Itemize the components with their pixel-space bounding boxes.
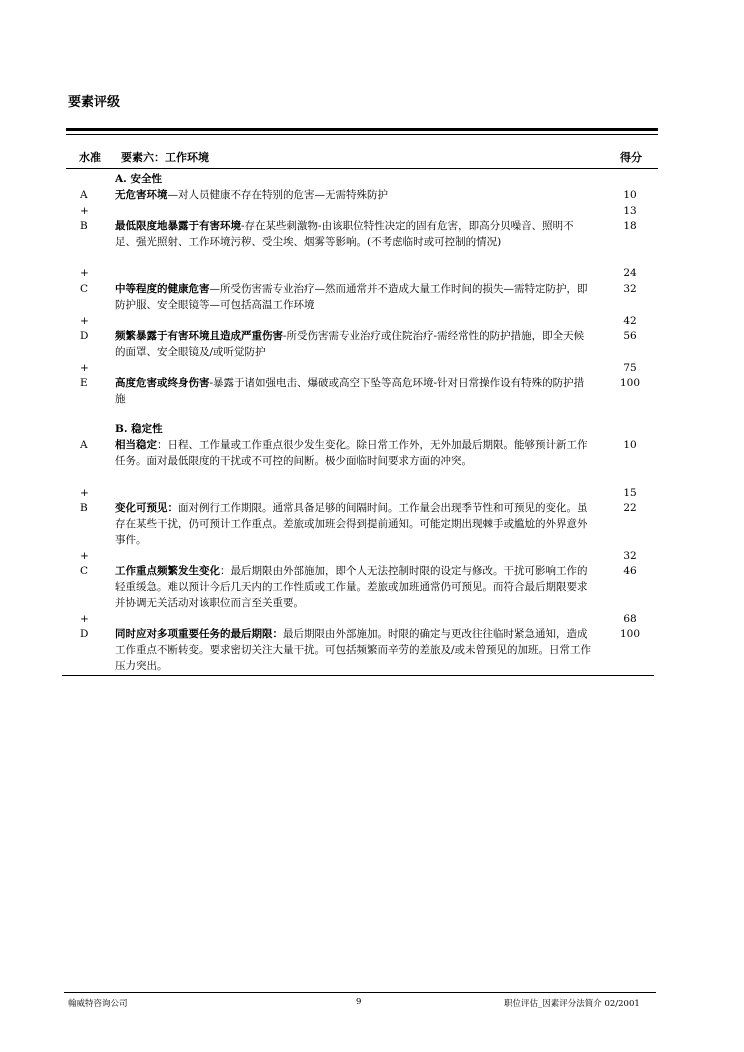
row-text: -暴露于诸如强电击、爆破或高空下坠等高危环境-针对日常操作设有特殊的防护措施 — [115, 377, 585, 405]
footer-company: 翰威特咨询公司 — [68, 999, 128, 1009]
row-text: —所受伤害需专业治疗—然而通常并不造成大量工作时间的损失—需特定防护，即防护服、安全眼镜等—可包括高温工作环境 — [115, 283, 588, 311]
row-term: 最低限度地暴露于有害环境 — [115, 220, 241, 232]
score-value: 13 — [623, 205, 637, 217]
row-description — [115, 375, 593, 407]
level-label: E — [80, 377, 88, 389]
level-label: + — [80, 315, 89, 327]
row-text: -存在某些刺激物-由该职位特性决定的固有危害，即高分贝噪音、照明不足、强光照射、工作环境污秽、受尘埃、烟雾等影响。(不考虑临时或可控制的情况) — [115, 220, 574, 248]
header-rule-thin — [66, 134, 658, 135]
footer-page-number: 9 — [356, 997, 362, 1007]
level-label: C — [80, 565, 89, 577]
row-description — [115, 563, 593, 611]
level-label: + — [80, 550, 89, 562]
column-header-level: 水准 — [79, 151, 101, 164]
score-value: 46 — [623, 565, 637, 577]
footer-rule — [64, 992, 656, 993]
score-value: 75 — [623, 362, 637, 374]
level-label: A — [80, 439, 88, 451]
row-text: 面对例行工作期限。通常具备足够的间隔时间。工作量会出现季节性和可预见的变化。虽存在某些干扰，仍可预计工作重点。差旅或加班会得到提前通知。可能定期出现棘手或尴尬的外界意外事件。 — [115, 502, 588, 546]
score-value: 15 — [623, 487, 637, 499]
page-heading: 要素评级 — [68, 95, 121, 110]
level-label: + — [80, 267, 89, 279]
row-description — [115, 626, 593, 674]
row-term: 频繁暴露于有害环境且造成严重伤害 — [115, 330, 283, 342]
header-rule-thick — [66, 128, 658, 131]
row-description — [115, 437, 593, 469]
score-value: 100 — [619, 377, 641, 389]
score-value: 42 — [623, 315, 637, 327]
column-header-score: 得分 — [620, 151, 642, 164]
row-term: 相当稳定 — [115, 439, 157, 451]
score-value: 22 — [623, 502, 637, 514]
score-value: 18 — [623, 220, 637, 232]
row-text: —对人员健康不存在特别的危害—无需特殊防护 — [167, 189, 388, 201]
score-value: 32 — [623, 550, 637, 562]
table-bottom-rule — [62, 675, 654, 676]
footer-doc-title: 职位评估_因素评分法简介 02/2001 — [504, 999, 640, 1009]
row-text: -所受伤害需专业治疗或住院治疗-需经常性的防护措施，即全天候的面罩、安全眼镜及/或听觉防护 — [115, 330, 585, 358]
row-text: ：日程、工作量或工作重点很少发生变化。除日常工作外，无外加最后期限。能够预计新工作任务。面对最低限度的干扰或不可控的间断。极少面临时间要求方面的冲突。 — [115, 439, 588, 467]
score-value: 56 — [623, 330, 637, 342]
level-label: + — [80, 487, 89, 499]
score-value: 32 — [623, 283, 637, 295]
level-label: + — [80, 205, 89, 217]
level-label: D — [80, 330, 89, 342]
row-term: 无危害环境 — [115, 189, 168, 201]
row-term: 同时应对多项重要任务的最后期限： — [115, 628, 283, 640]
section-a-title: A. 安全性 — [115, 173, 162, 185]
level-label: B — [80, 220, 88, 232]
section-b-title: B. 稳定性 — [115, 423, 163, 435]
row-text: ：最后期限由外部施加，即个人无法控制时限的设定与修改。干扰可影响工作的轻重缓急。难以预计今后几天内的工作性质或工作量。差旅或加班通常仍可预见。而符合最后期限要求并协调无关活动对该职位而言至关重要。 — [115, 565, 588, 609]
row-term: 变化可预见： — [115, 502, 178, 514]
level-label: A — [80, 189, 88, 201]
score-value: 10 — [623, 439, 637, 451]
score-value: 68 — [623, 613, 637, 625]
level-label: D — [80, 628, 89, 640]
row-description — [115, 187, 593, 203]
level-label: B — [80, 502, 88, 514]
level-label: + — [80, 613, 89, 625]
row-text: 最后期限由外部施加。时限的确定与更改往往临时紧急通知，造成工作重点不断转变。要求密切关注大量干扰。可包括频繁而辛劳的差旅及/或未曾预见的加班。日常工作压力突出。 — [115, 628, 592, 672]
level-label: + — [80, 362, 89, 374]
level-label: C — [80, 283, 89, 295]
row-description — [115, 500, 593, 548]
row-term: 工作重点频繁发生变化 — [115, 565, 220, 577]
header-bottom-rule — [66, 168, 658, 169]
score-value: 100 — [619, 628, 641, 640]
row-description — [115, 281, 593, 313]
row-term: 高度危害或终身伤害 — [115, 377, 210, 389]
score-value: 24 — [623, 267, 637, 279]
score-value: 10 — [623, 189, 637, 201]
row-description — [115, 328, 593, 360]
row-term: 中等程度的健康危害 — [115, 283, 210, 295]
row-description — [115, 218, 593, 250]
column-header-factor: 要素六：工作环境 — [121, 151, 209, 164]
